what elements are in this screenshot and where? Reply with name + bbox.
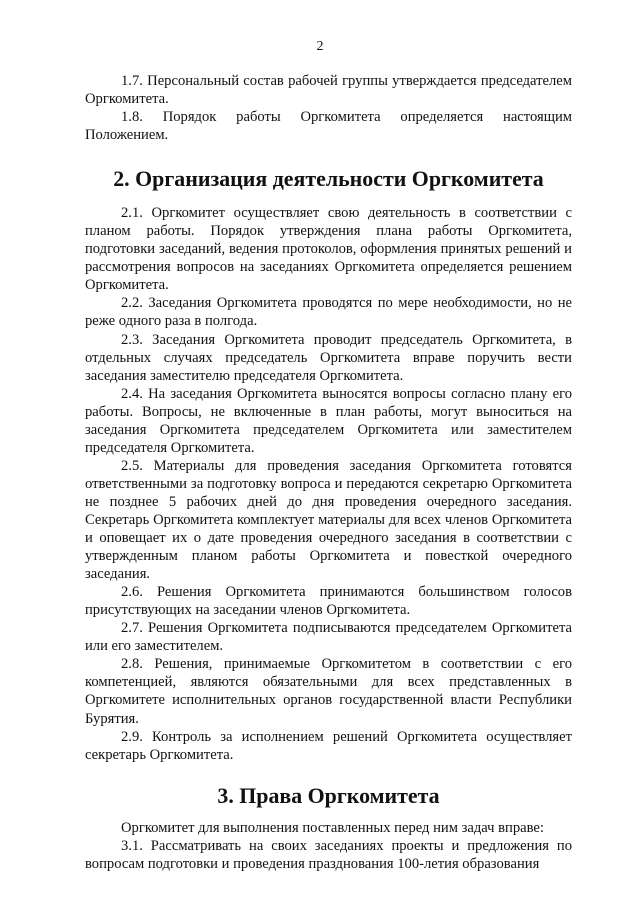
paragraph-2-6: 2.6. Решения Оргкомитета принимаются большинством голосов присутствующих на заседании членов Оргкомитета.: [85, 584, 572, 619]
section-3-intro: Оргкомитет для выполнения поставленных перед ним задач вправе:: [121, 819, 544, 836]
paragraph-3-1: 3.1. Рассматривать на своих заседаниях проекты и предложения по вопросам подготовки и проведения празднования 100-летия образования: [85, 837, 572, 872]
paragraph-2-7: 2.7. Решения Оргкомитета подписываются председателем Оргкомитета или его заместителем.: [85, 620, 572, 655]
section-3-heading: 3. Права Оргкомитета: [217, 782, 440, 808]
paragraph-2-3: 2.3. Заседания Оргкомитета проводит председатель Оргкомитета, в отдельных случаях председатель Оргкомитета вправе поручить вести заседания заместителю председателя Оргкомитета.: [85, 331, 572, 384]
paragraph-2-9: 2.9. Контроль за исполнением решений Оргкомитета осуществляет секретарь Оргкомитета.: [85, 728, 572, 763]
paragraph-2-4: 2.4. На заседания Оргкомитета выносятся вопросы согласно плану его работы. Вопросы, не включенные в план работы, могут выноситься на заседания Оргкомитета председателем Оргкомитета или заместителем председателя Оргкомитета.: [85, 385, 572, 456]
paragraph-2-5: 2.5. Материалы для проведения заседания Оргкомитета готовятся ответственными за подготовку вопроса и передаются секретарю Оргкомитета не позднее 5 рабочих дней до дня проведения очередного заседания. Секретарь Оргкомитета комплектует материалы для всех членов Оргкомитета и оповещает их о дате проведения очередного заседания в соответствии с утвержденным планом работы Оргкомитета и повесткой очередного заседания.: [85, 457, 572, 583]
paragraph-2-8: 2.8. Решения, принимаемые Оргкомитетом в соответствии с его компетенцией, являются обязательными для всех представленных в Оргкомитете исполнительных органов государственной власти Республики Бурятия.: [85, 656, 572, 727]
paragraph-2-2: 2.2. Заседания Оргкомитета проводятся по мере необходимости, но не реже одного раза в полгода.: [85, 295, 572, 330]
page-number: 2: [316, 39, 324, 54]
paragraph-1-8: 1.8. Порядок работы Оргкомитета определяется настоящим Положением.: [85, 109, 572, 144]
section-2-heading: 2. Организация деятельности Оргкомитета: [113, 166, 544, 192]
document-body: [85, 72, 572, 873]
paragraph-1-7: 1.7. Персональный состав рабочей группы утверждается председателем Оргкомитета.: [85, 73, 572, 108]
paragraph-2-1: 2.1. Оргкомитет осуществляет свою деятельность в соответствии с планом работы. Порядок утверждения плана работы Оргкомитета, подготовки заседаний, ведения протоколов, оформления принятых решений и рассмотрения вопросов на заседаниях Оргкомитета определяется решением Оргкомитета.: [85, 205, 572, 294]
